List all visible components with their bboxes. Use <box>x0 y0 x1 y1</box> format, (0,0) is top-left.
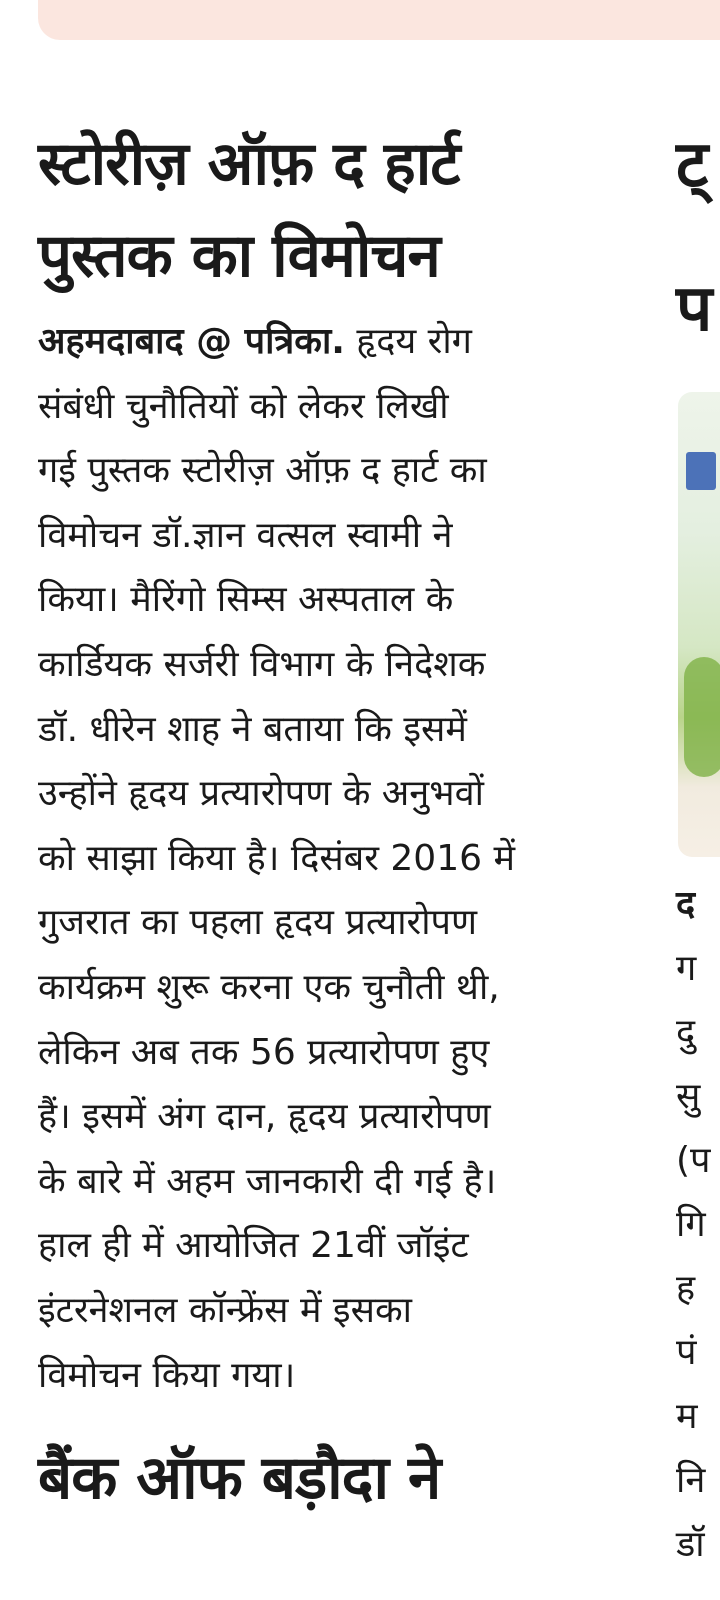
article-body <box>38 310 628 1408</box>
headline-line-2: पुस्तक का विमोचन <box>38 221 440 291</box>
adjacent-column <box>672 0 720 1600</box>
top-banner-strip <box>38 0 720 40</box>
body-line-17: विमोचन किया गया। <box>38 1354 296 1396</box>
body-line-1 <box>38 310 628 375</box>
adjacent-text-1: द <box>676 884 696 925</box>
body-line-5: किया। मैरिंगो सिम्स अस्पताल के <box>38 579 454 621</box>
adjacent-headline-fragment-2: प <box>676 272 713 346</box>
adjacent-text-10: नि <box>676 1460 706 1501</box>
next-headline-line-1: बैंक ऑफ बड़ौदा ने <box>38 1443 441 1513</box>
body-line-1-text: हृदय रोग <box>344 321 472 362</box>
body-line-8: उन्होंने हृदय प्रत्यारोपण के अनुभवों <box>38 773 484 815</box>
body-line-3: गई पुस्तक स्टोरीज़ ऑफ़ द हार्ट का <box>38 450 487 492</box>
adjacent-text-4: सु <box>676 1076 701 1117</box>
adjacent-text-3: दु <box>676 1012 696 1053</box>
adjacent-text-9: म <box>676 1396 698 1437</box>
adjacent-text-6: गि <box>676 1204 706 1245</box>
body-line-9: को साझा किया है। दिसंबर 2016 में <box>38 837 515 879</box>
body-line-15: हाल ही में आयोजित 21वीं जॉइंट <box>38 1225 469 1267</box>
headline-line-1: स्टोरीज़ ऑफ़ द हार्ट <box>38 129 460 199</box>
adjacent-headline-fragment-1: ट् <box>676 128 709 202</box>
dateline: अहमदाबाद @ पत्रिका. <box>38 321 345 362</box>
photo-blue-sign <box>686 452 716 490</box>
body-line-2: संबंधी चुनौतियों को लेकर लिखी <box>38 385 449 427</box>
body-line-10: गुजरात का पहला हृदय प्रत्यारोपण <box>38 902 478 944</box>
photo-plant <box>684 657 720 777</box>
body-line-4: विमोचन डॉ.ज्ञान वत्सल स्वामी ने <box>38 514 453 556</box>
body-line-11: कार्यक्रम शुरू करना एक चुनौती थी, <box>38 966 500 1008</box>
adjacent-text-7: ह <box>676 1268 696 1309</box>
adjacent-text-8: पं <box>676 1332 697 1373</box>
body-line-6: कार्डियक सर्जरी विभाग के निदेशक <box>38 643 486 685</box>
body-line-7: डॉ. धीरेन शाह ने बताया कि इसमें <box>38 708 467 750</box>
body-line-13: हैं। इसमें अंग दान, हृदय प्रत्यारोपण <box>38 1096 491 1138</box>
article-headline <box>38 118 638 302</box>
body-line-16: इंटरनेशनल कॉन्फ्रेंस में इसका <box>38 1289 412 1331</box>
next-article-headline <box>38 1432 638 1524</box>
adjacent-text-11: डॉ <box>676 1524 705 1565</box>
adjacent-text-5: (प <box>676 1140 711 1181</box>
adjacent-photo <box>678 392 720 857</box>
adjacent-text-2: ग <box>676 948 697 989</box>
body-line-12: लेकिन अब तक 56 प्रत्यारोपण हुए <box>38 1031 490 1073</box>
body-line-14: के बारे में अहम जानकारी दी गई है। <box>38 1160 497 1202</box>
